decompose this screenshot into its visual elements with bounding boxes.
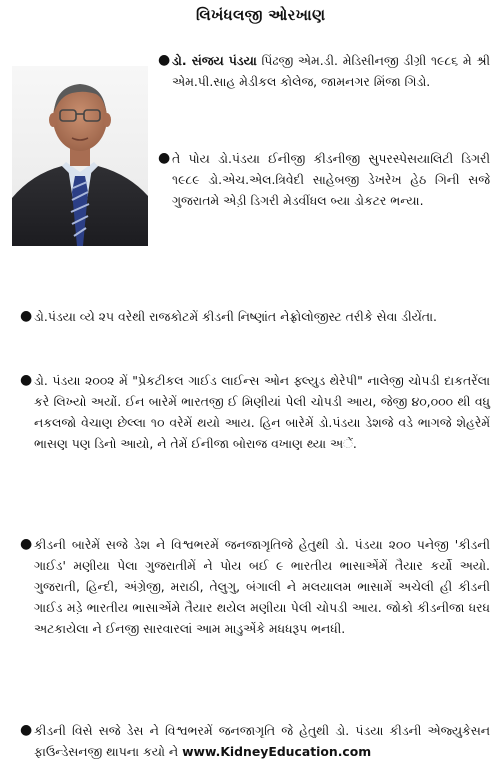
bullet-icon: ● bbox=[20, 308, 33, 324]
paragraph-text: ડો.પંડયા વ્યે ૨૫ વરેથી રાજકોટમેં કીડની નિષ્ણાંત નેફ્રોલોજીસ્ટ તરીકે સેવા ડીયેંતા. bbox=[34, 309, 437, 324]
profile-bio-1 bbox=[158, 50, 490, 92]
paragraph-4 bbox=[20, 720, 490, 762]
paragraph-2 bbox=[20, 370, 490, 454]
website-link[interactable]: www.KidneyEducation.com bbox=[182, 744, 372, 759]
paragraph-1 bbox=[20, 306, 490, 327]
paragraph-3 bbox=[20, 534, 490, 639]
profile-bio-2 bbox=[158, 148, 490, 211]
portrait-illustration bbox=[12, 66, 148, 246]
paragraph-text: ડો. પંડયા ૨૦૦૨ મેં "પ્રેકટીકલ ગાઈડ લાઈન્સ ઓન ફ્લ્યુડ થેરેપી" નાલેજી ચોપડી દાકતરેંલા કરે લિખ્યો અયોં. ઈન બારેમેં ભારતજી ઈ મિણીયાં પેલી ચોપડી આય, જેજી ૪૦,૦૦૦ થી વધુ નકલજો વેચાણ છેલ્લા ૧૦ વરેમેં થયો આય. હિન બારેમેં ડો.પંડયા ડેશજે વડે ભાગજે શેહરેમેં ભાસણ પણ ડિનો આયો, ને તેમેં ઈનીજા બોરાજ વખાણ થ્યા અેં. bbox=[34, 373, 490, 451]
bio-text-2: તે પોય ડો.પંડયા ઈનીજી કીડનીજી સુપરસ્પેસયાલિટી ડિગરી ૧૯૮૯ ડો.એચ.એલ.ત્રિવેદી સાહેબજી ડેખરેખ હેઠ ગિની સજે ગુજરાતમે એડ઼ી ડિગરી મેડવીંધલ બ્યા ડોકટર ભન્યા. bbox=[172, 151, 490, 208]
page-title: લિખંધલજી ઓરખાણ bbox=[196, 6, 326, 24]
paragraph-text: કીડની બારેમેં સજે ડેશ ને વિશ્વભરમેં જનજાગૃતિજે હેતુથી ડો. પંડયા ૨૦૦ પનેજી 'કીડની ગાઈડ' મણીયા પેલા ગુજરાતીમેં ને પોય બઈ ૯ ભારતીય ભાસાએંમેં તૈયાર કર્યો અયો. ગુજરાતી, હિન્દી, અંગ્રેજી, મરાઠી, તેલુગુ, બંગાલી ને મલયાલમ ભાસામેં અચેલી હી કીડની ગાઈડ મડ઼ે ભારતીય ભાસાએંમે તૈયાર થયેલ મણીયા પેલી ચોપડી આય. જોકો કીડનીજા ધરધ અટકાયેલા ને ઈનજી સારવારલાં આમ માડુએંકે મધધરૂપ ભનધી. bbox=[34, 537, 490, 636]
bullet-icon: ● bbox=[158, 150, 171, 166]
bullet-icon: ● bbox=[20, 722, 33, 738]
bio-text-1: પિંઢજી એમ.ડી. મેડિસીનજી ડીગ્રી ૧૯૮૬ મે શ્રી એમ.પી.સાહ મેડીકલ કોલેજ, જામનગર મિંજા ગિડો. bbox=[172, 53, 490, 89]
bullet-icon: ● bbox=[158, 52, 171, 68]
author-name: ડો. સંજય પંડયા bbox=[172, 53, 257, 68]
bullet-icon: ● bbox=[20, 372, 33, 388]
bullet-icon: ● bbox=[20, 536, 33, 552]
paragraph-text: કીડની વિસે સજે ડેસ ને વિશ્વભરમેં જનજાગૃતિ જે હેતુથી ડો. પંડયા કીડની એજ્યુકેસન ફાઉન્ડેસનજી થાપના કયો ને bbox=[34, 723, 490, 759]
author-portrait bbox=[12, 66, 148, 246]
